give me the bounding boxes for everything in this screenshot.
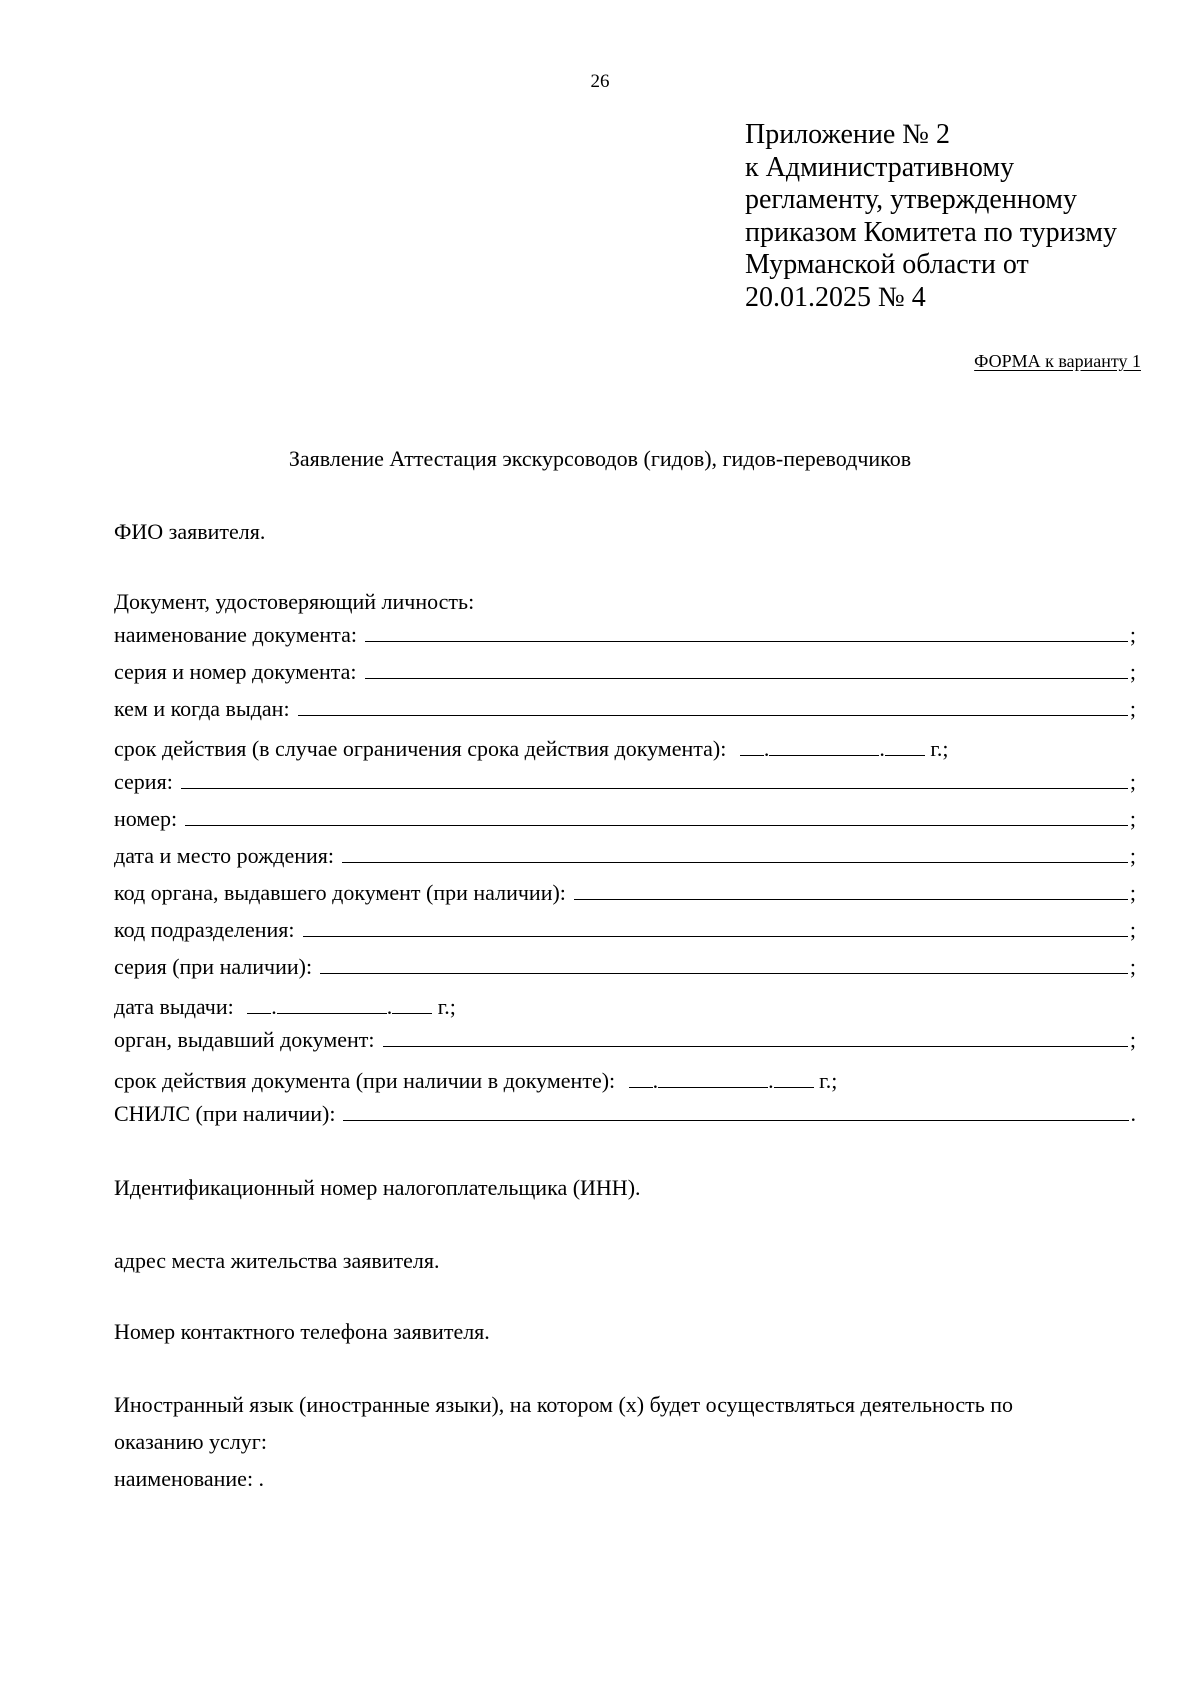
issuer-code-label: код органа, выдавшего документ (при наличии): <box>114 880 566 905</box>
series-number-blank[interactable] <box>365 660 1128 679</box>
appendix-line: Мурманской области от <box>745 249 1029 280</box>
series-if-any-field[interactable] <box>114 954 1136 984</box>
snils-field[interactable] <box>114 1101 1136 1131</box>
series-number-label: серия и номер документа: <box>114 659 357 684</box>
issuer-code-blank[interactable] <box>574 881 1128 900</box>
month-blank[interactable] <box>769 739 879 756</box>
day-blank[interactable] <box>629 1071 653 1088</box>
semicolon: ; <box>1129 659 1136 684</box>
series-field[interactable] <box>114 769 1136 799</box>
birth-field[interactable] <box>114 843 1136 873</box>
series-label: серия: <box>114 769 173 794</box>
doc-name-label: наименование документа: <box>114 622 357 647</box>
semicolon: ; <box>1129 769 1136 794</box>
day-blank[interactable] <box>247 997 271 1014</box>
appendix-line: Приложение № 2 <box>745 119 950 150</box>
semicolon: ; <box>1129 622 1136 647</box>
page-number: 26 <box>590 71 610 92</box>
doc-validity-date-line[interactable]: срок действия документа (при наличии в документе): . . г.; <box>114 1068 838 1093</box>
day-blank[interactable] <box>740 739 764 756</box>
year-blank[interactable] <box>392 997 432 1014</box>
issued-by-blank[interactable] <box>298 697 1128 716</box>
issue-date-label: дата выдачи: <box>114 994 234 1019</box>
appendix-line: 20.01.2025 № 4 <box>745 281 926 313</box>
validity-date-line[interactable]: срок действия (в случае ограничения срока действия документа): . . г.; <box>114 736 949 761</box>
doc-validity-label: срок действия документа (при наличии в документе): <box>114 1068 616 1093</box>
birth-label: дата и место рождения: <box>114 843 335 868</box>
series-number-field[interactable] <box>114 659 1136 689</box>
birth-blank[interactable] <box>342 844 1128 863</box>
appendix-line: приказом Комитета по туризму <box>745 216 1117 248</box>
validity-label: срок действия (в случае ограничения срока действия документа): <box>114 736 727 761</box>
document-title: Заявление Аттестация экскурсоводов (гидов), гидов-переводчиков <box>288 446 912 471</box>
period: . <box>1130 1101 1136 1126</box>
appendix-line: регламенту, утвержденному <box>745 184 1077 215</box>
address-label: адрес места жительства заявителя. <box>114 1248 440 1273</box>
appendix-block <box>745 119 1185 314</box>
number-blank[interactable] <box>185 807 1128 826</box>
issuing-authority-blank[interactable] <box>383 1028 1128 1047</box>
issue-date-line[interactable]: дата выдачи: . . г.; <box>114 994 456 1019</box>
number-field[interactable] <box>114 806 1136 836</box>
year-suffix: г.; <box>819 1068 838 1093</box>
semicolon: ; <box>1129 880 1136 905</box>
semicolon: ; <box>1129 843 1136 868</box>
year-blank[interactable] <box>774 1071 814 1088</box>
subdivision-code-field[interactable] <box>114 917 1136 947</box>
snils-blank[interactable] <box>343 1102 1128 1121</box>
form-variant-label: ФОРМА к варианту 1 <box>974 351 1141 371</box>
foreign-language-line2: оказанию услуг: <box>114 1429 267 1454</box>
phone-label: Номер контактного телефона заявителя. <box>114 1319 490 1344</box>
appendix-line: к Административному <box>745 151 1015 183</box>
doc-name-blank[interactable] <box>365 623 1128 642</box>
year-suffix: г.; <box>437 994 456 1019</box>
subdivision-code-blank[interactable] <box>303 918 1128 937</box>
semicolon: ; <box>1129 806 1136 831</box>
year-blank[interactable] <box>885 739 925 756</box>
snils-label: СНИЛС (при наличии): <box>114 1101 336 1126</box>
inn-label: Идентификационный номер налогоплательщика (ИНН). <box>114 1175 641 1200</box>
foreign-language-line1: Иностранный язык (иностранные языки), на котором (х) будет осуществляться деятельность по <box>114 1392 1014 1417</box>
month-blank[interactable] <box>658 1071 768 1088</box>
issued-by-label: кем и когда выдан: <box>114 696 290 721</box>
semicolon: ; <box>1129 917 1136 942</box>
subdivision-code-label: код подразделения: <box>114 917 295 942</box>
identity-doc-heading: Документ, удостоверяющий личность: <box>114 589 475 614</box>
year-suffix: г.; <box>930 736 949 761</box>
series-blank[interactable] <box>181 770 1128 789</box>
series-if-any-label: серия (при наличии): <box>114 954 313 979</box>
month-blank[interactable] <box>277 997 387 1014</box>
series-if-any-blank[interactable] <box>320 955 1128 974</box>
issuing-authority-label: орган, выдавший документ: <box>114 1027 375 1052</box>
doc-name-field[interactable] <box>114 622 1136 652</box>
foreign-language-name: наименование: . <box>114 1466 265 1491</box>
semicolon: ; <box>1129 1027 1136 1052</box>
semicolon: ; <box>1129 954 1136 979</box>
issued-by-field[interactable] <box>114 696 1136 726</box>
number-label: номер: <box>114 806 178 831</box>
issuing-authority-field[interactable] <box>114 1027 1136 1057</box>
issuer-code-field[interactable] <box>114 880 1136 910</box>
semicolon: ; <box>1129 696 1136 721</box>
applicant-name-label: ФИО заявителя. <box>114 519 266 544</box>
